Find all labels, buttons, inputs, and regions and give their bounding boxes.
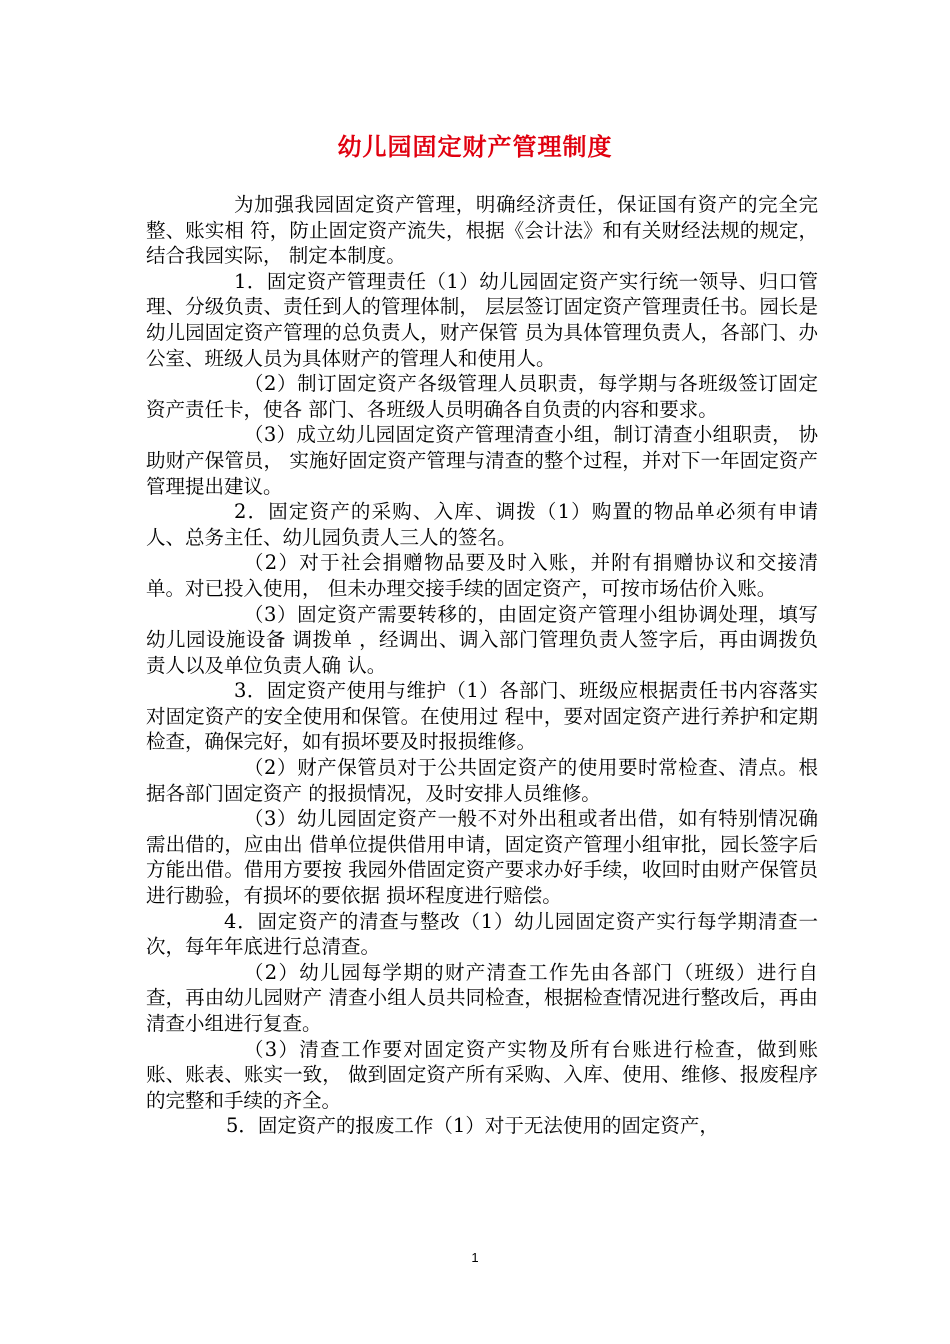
document-title: 幼儿园固定财产管理制度 — [337, 132, 613, 161]
paragraph-section-2-3: （3）固定资产需要转移的，由固定资产管理小组协调处理，填写幼儿园设施设备 调拨单 ，经调出、调入部门管理负责人签字后，再由调拨负责人以及单位负责人确 认。 — [146, 602, 818, 677]
document-body — [146, 192, 818, 1139]
paragraph-section-5: 5．固定资产的报废工作（1）对于无法使用的固定资产， — [226, 1114, 719, 1138]
paragraph-section-4-3: （3）清查工作要对固定资产实物及所有台账进行检查，做到账账、账表、账实一致， 做到固定资产所有采购、入库、使用、维修、报废程序的完整和手续的齐全。 — [146, 1037, 818, 1112]
paragraph-section-1: 1．固定资产管理责任（1）幼儿园固定资产实行统一领导、归口管理、分级负责、责任到人的管理体制， 层层签订固定资产管理责任书。园长是幼儿园固定资产管理的总负责人，财产保管 员为具体管理负责人，各部门、办公室、班级人员为具体财产的管理人和使用人。 — [146, 269, 818, 370]
paragraph-section-3-2: （2）财产保管员对于公共固定资产的使用要时常检查、清点。根据各部门固定资产 的报损情况，及时安排人员维修。 — [146, 756, 818, 805]
paragraph-section-4-2: （2）幼儿园每学期的财产清查工作先由各部门（班级）进行自查，再由幼儿园财产 清查小组人员共同检查，根据检查情况进行整改后，再由清查小组进行复查。 — [146, 960, 818, 1035]
paragraph-intro: 为加强我园固定资产管理，明确经济责任，保证国有资产的完全完整、账实相 符，防止固定资产流失，根据《会计法》和有关财经法规的规定，结合我园实际， 制定本制度。 — [146, 193, 818, 268]
paragraph-section-1-2: （2）制订固定资产各级管理人员职责，每学期与各班级签订固定资产责任卡，使各 部门、各班级人员明确各自负责的内容和要求。 — [146, 372, 818, 421]
paragraph-section-3: 3．固定资产使用与维护（1）各部门、班级应根据责任书内容落实对固定资产的安全使用和保管。在使用过 程中，要对固定资产进行养护和定期检查，确保完好，如有损坏要及时报损维修。 — [146, 679, 818, 754]
paragraph-section-3-3: （3）幼儿园固定资产一般不对外出租或者出借，如有特别情况确需出借的，应由出 借单位提供借用申请，固定资产管理小组审批，园长签字后方能出借。借用方要按 我园外借固定资产要求办好手续，收回时由财产保管员进行勘验，有损坏的要依据 损坏程度进行赔偿。 — [146, 807, 818, 908]
page-number: 1 — [471, 1250, 479, 1265]
paragraph-section-2-2: （2）对于社会捐赠物品要及时入账，并附有捐赠协议和交接清单。对已投入使用， 但未办理交接手续的固定资产，可按市场估价入账。 — [146, 551, 818, 600]
paragraph-section-4: 4．固定资产的清查与整改（1）幼儿园固定资产实行每学期清查一次，每年年底进行总清查。 — [146, 909, 818, 959]
paragraph-section-1-3: （3）成立幼儿园固定资产管理清查小组，制订清查小组职责， 协助财产保管员， 实施好固定资产管理与清查的整个过程，并对下一年固定资产管理提出建议。 — [146, 423, 818, 498]
paragraph-section-2: 2．固定资产的采购、入库、调拨（1）购置的物品单必须有申请人、总务主任、幼儿园负责人三人的签名。 — [146, 500, 818, 549]
